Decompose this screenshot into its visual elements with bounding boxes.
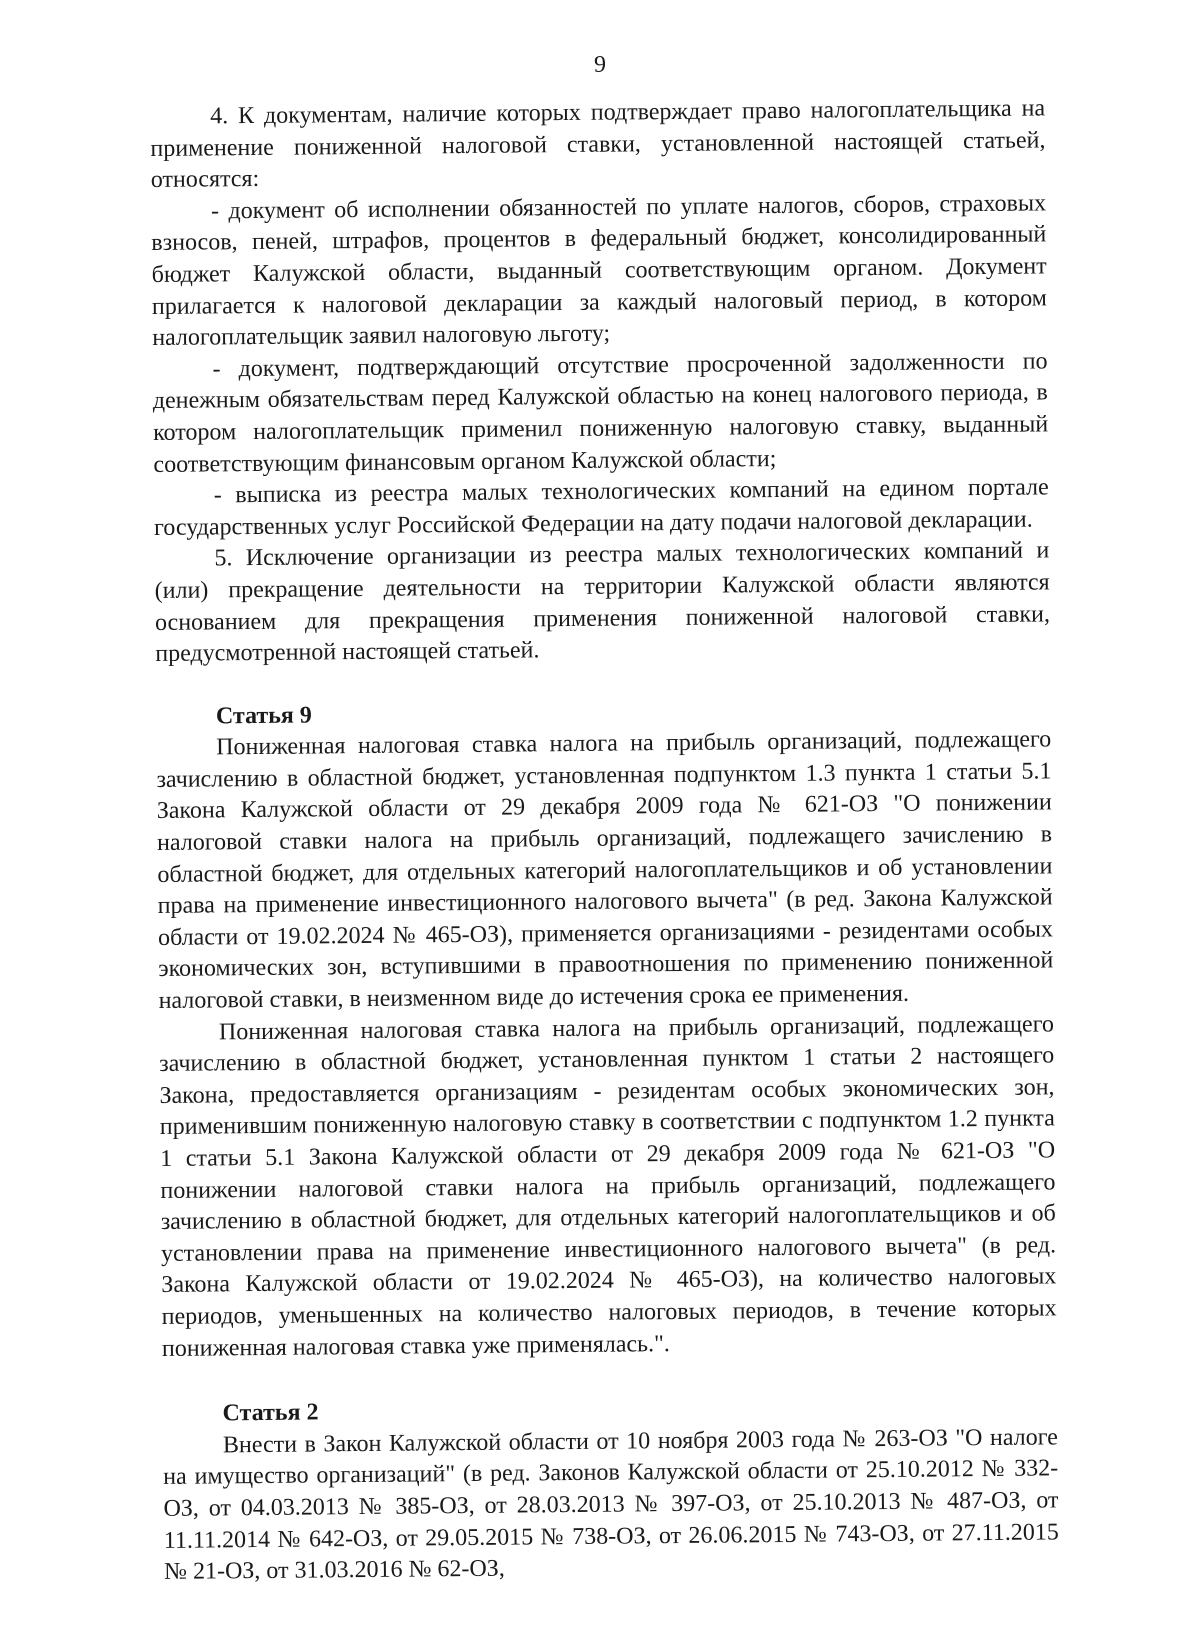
paragraph-bullet-1: - документ об исполнении обязанностей по уплате налогов, сборов, страховых взносов, пеней, штрафов, процентов в федеральный бюджет, консолидированный бюджет Калужской области, выданный соответствующим органом. Документ прилагается к налоговой декларации за каждый налоговый период, в котором налогоплательщик заявил налоговую льготу; bbox=[151, 190, 1048, 352]
page-number: 9 bbox=[594, 52, 606, 78]
article-9-heading: Статья 9 bbox=[215, 702, 312, 730]
paragraph-bullet-3: - выписка из реестра малых технологических компаний на едином портале государственных услуг Российской Федерации на дату подачи налоговой декларации. bbox=[153, 474, 1049, 541]
paragraph-bullet-2: - документ, подтверждающий отсутствие просроченной задолженности по денежным обязательствам перед Калужской областью на конец налогового периода, в котором налогоплательщик применил пониженную налоговую ставку, выданный соответствующим финансовым органом Калужской области; bbox=[152, 348, 1049, 478]
paragraph-item5: 5. Исключение организации из реестра малых технологических компаний и (или) прекращение деятельности на территории Калужской области являются основанием для прекращения применения пониженной налоговой ставки, предусмотренной настоящей статьей. bbox=[154, 537, 1051, 668]
article-9-paragraph-2: Пониженная налоговая ставка налога на прибыль организаций, подлежащего зачислению в областной бюджет, установленная пунктом 1 статьи 2 настоящего Закона, предоставляется организациям - резидентам особых экономических зон, применившим пониженную налоговую ставку в соответствии с подпунктом 1.2 пункта 1 статьи 5.1 Закона Калужской области от 29 декабря 2009 года № 621-ОЗ "О понижении налоговой ставки налога на прибыль организаций, подлежащего зачислению в областной бюджет, для отдельных категорий налогоплательщиков и об установлении права на применение инвестиционного налогового вычета" (в ред. Закона Калужской области от 19.02.2024 № 465-ОЗ), на количество налоговых периодов, уменьшенных на количество налоговых периодов, в течение которых пониженная налоговая ставка уже применялась.". bbox=[159, 1010, 1057, 1362]
article-9-paragraph-1: Пониженная налоговая ставка налога на прибыль организаций, подлежащего зачислению в областной бюджет, установленная подпунктом 1.3 пункта 1 статьи 5.1 Закона Калужской области от 29 декабря 2009 года № 621-ОЗ "О понижении налоговой ставки налога на прибыль организаций, подлежащего зачислению в областной бюджет, для отдельных категорий налогоплательщиков и об установлении права на применение инвестиционного налогового вычета" (в ред. Закона Калужской области от 19.02.2024 № 465-ОЗ), применяется организациями - резидентами особых экономических зон, вступившими в правоотношения по применению пониженной налоговой ставки, в неизменном виде до истечения срока ее применения. bbox=[156, 726, 1054, 1014]
document-body bbox=[150, 93, 1059, 1588]
paragraph-item4: 4. К документам, наличие которых подтверждает право налогоплательщика на применение пониженной налоговой ставки, установленной настоящей статьей, относятся: bbox=[150, 95, 1046, 194]
article-2-paragraph: Внести в Закон Калужской области от 10 ноября 2003 года № 263-ОЗ "О налоге на имущество организаций" (в ред. Законов Калужской области от 25.10.2012 № 332-ОЗ, от 04.03.2013 № 385-ОЗ, от 28.03.2013 № 397-ОЗ, от 25.10.2013 № 487-ОЗ, от 11.11.2014 № 642-ОЗ, от 29.05.2015 № 738-ОЗ, от 26.06.2015 № 743-ОЗ, от 27.11.2015 № 21-ОЗ, от 31.03.2016 № 62-ОЗ, bbox=[163, 1424, 1059, 1586]
article-2-heading: Статья 2 bbox=[222, 1399, 319, 1427]
